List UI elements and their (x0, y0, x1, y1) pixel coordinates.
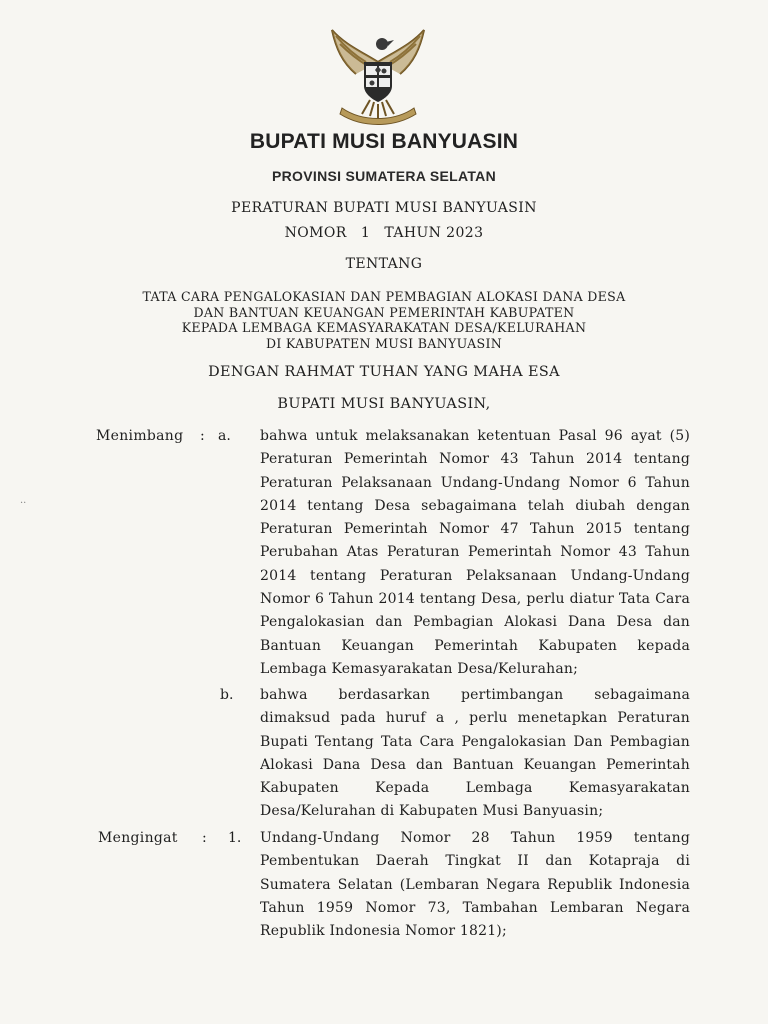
scan-speck: ·· (20, 498, 27, 509)
menimbang-label: Menimbang (96, 428, 184, 444)
title-line: KEPADA LEMBAGA KEMASYARAKATAN DESA/KELURAHAN (181, 320, 587, 336)
mengingat-colon: : (202, 830, 207, 846)
text-line: Lembaga Kemasyarakatan Desa/Kelurahan; (260, 660, 579, 677)
text-line: Peraturan Pelaksanaan Undang-Undang Nomor 6 Tahun (260, 474, 690, 491)
title-line: TATA CARA PENGALOKASIAN DAN PEMBAGIAN ALOKASI DANA DESA (142, 289, 626, 304)
mengingat-label: Mengingat (98, 830, 178, 846)
menimbang-item-b (260, 684, 690, 824)
item-marker: a. (218, 428, 231, 444)
invocation-heading: DENGAN RAHMAT TUHAN YANG MAHA ESA (208, 364, 560, 380)
text-line: Pembentukan Daerah Tingkat II dan Kotapraja di (260, 853, 690, 870)
text-line: Undang-Undang Nomor 28 Tahun 1959 tentang (260, 830, 690, 846)
text-line: Kabupaten Kepada Lembaga Kemasyarakatan (260, 780, 690, 797)
regent-heading: BUPATI MUSI BANYUASIN (249, 130, 519, 153)
title-line: DI KABUPATEN MUSI BANYUASIN (265, 335, 503, 351)
regulation-number (0, 225, 768, 241)
item-marker: 1. (228, 830, 242, 846)
text-line: bahwa untuk melaksanakan ketentuan Pasal 96 ayat (5) (260, 428, 690, 444)
text-line: Republik Indonesia Nomor 1821); (260, 923, 507, 940)
text-line: 2014 tentang Peraturan Pelaksanaan Undang-Undang (260, 567, 690, 584)
text-line: Perubahan Atas Peraturan Pemerintah Nomor 43 Tahun (260, 544, 690, 561)
text-line: Tahun 1959 Nomor 73, Tambahan Lembaran Negara (260, 899, 690, 916)
text-line: bahwa berdasarkan pertimbangan sebagaimana (260, 687, 690, 703)
menimbang-item-a (260, 425, 690, 681)
regulation-heading: PERATURAN BUPATI MUSI BANYUASIN (231, 200, 537, 216)
text-line: Nomor 6 Tahun 2014 tentang Desa, perlu diatur Tata Cara (260, 591, 690, 608)
text-line: Desa/Kelurahan di Kabupaten Musi Banyuasin; (260, 803, 604, 820)
text-line: Peraturan Pemerintah Nomor 47 Tahun 2015 tentang (260, 521, 690, 538)
text-line: Pengalokasian dan Pembagian Alokasi Dana Desa dan (260, 614, 690, 631)
number-value: 1 (360, 225, 371, 241)
text-line: 2014 tentang Desa sebagaimana telah diubah dengan (260, 497, 690, 514)
mengingat-item-1 (260, 827, 690, 943)
title-line: DAN BANTUAN KEUANGAN PEMERINTAH KABUPATEN (193, 304, 575, 320)
text-line: Bantuan Keuangan Pemerintah Kabupaten kepada (260, 637, 690, 654)
item-marker: b. (220, 687, 234, 703)
province-heading: PROVINSI SUMATERA SELATAN (272, 168, 496, 184)
authority-heading: BUPATI MUSI BANYUASIN, (277, 396, 491, 412)
menimbang-colon: : (200, 428, 205, 444)
text-line: Bupati Tentang Tata Cara Pengalokasian Dan Pembagian (260, 733, 690, 750)
text-line: Sumatera Selatan (Lembaran Negara Republik Indonesia (260, 876, 690, 893)
year-label: TAHUN 2023 (384, 225, 484, 241)
number-label: NOMOR (284, 225, 347, 241)
garuda-emblem-icon (322, 22, 434, 126)
about-heading: TENTANG (345, 256, 423, 272)
text-line: dimaksud pada huruf a , perlu menetapkan Peraturan (260, 710, 690, 727)
text-line: Alokasi Dana Desa dan Bantuan Keuangan Pemerintah (260, 756, 690, 773)
regulation-title (0, 289, 768, 351)
text-line: Peraturan Pemerintah Nomor 43 Tahun 2014 tentang (260, 451, 690, 468)
